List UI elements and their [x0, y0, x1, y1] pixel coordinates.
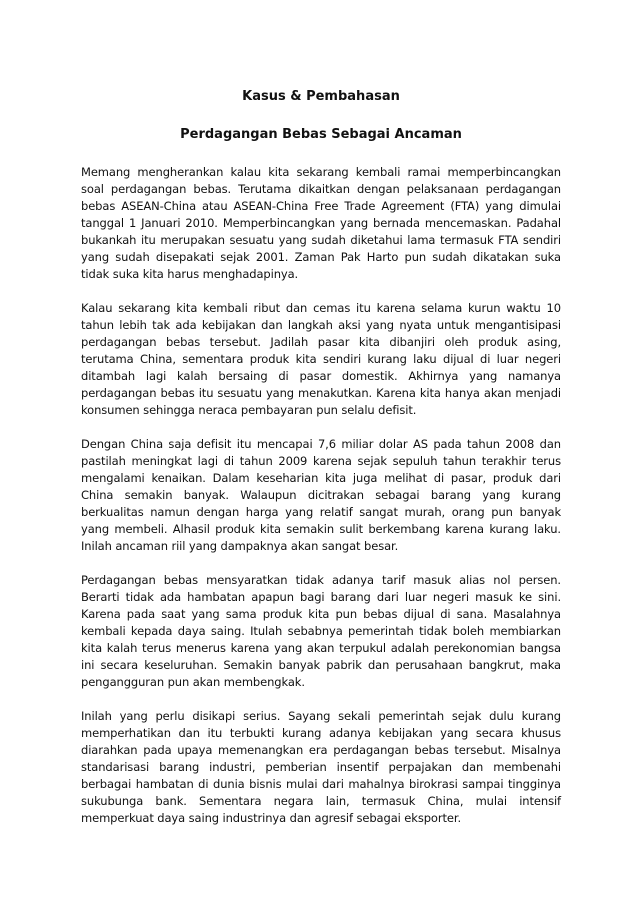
document-body	[81, 164, 561, 827]
paragraph-5: Inilah yang perlu disikapi serius. Sayang sekali pemerintah sejak dulu kurang memperhatikan dan itu terbukti kurang adanya kebijakan yang secara khusus diarahkan pada upaya memenangkan era perdagangan bebas tersebut. Misalnya standarisasi barang industri, pemberian insentif perpajakan dan membenahi berbagai hambatan di dunia bisnis mulai dari mahalnya birokrasi sampai tingginya sukubunga bank. Sementara negara lain, termasuk China, mulai intensif memperkuat daya saing industrinya dan agresif sebagai eksporter.	[81, 709, 561, 825]
document-subtitle: Perdagangan Bebas Sebagai Ancaman	[180, 127, 462, 142]
paragraph-4: Perdagangan bebas mensyaratkan tidak adanya tarif masuk alias nol persen. Berarti tidak ada hambatan apapun bagi barang dari luar negeri masuk ke sini. Karena pada saat yang sama produk kita pun bebas dijual di sana. Masalahnya kembali kepada daya saing. Itulah sebabnya pemerintah tidak boleh membiarkan kita kalah terus menerus karena yang akan terpukul adalah perekonomian bangsa ini secara keseluruhan. Semakin banyak pabrik dan perusahaan bangkrut, maka pengangguran pun akan membengkak.	[81, 573, 561, 689]
document-title: Kasus & Pembahasan	[242, 89, 400, 104]
paragraph-2: Kalau sekarang kita kembali ribut dan cemas itu karena selama kurun waktu 10 tahun lebih tak ada kebijakan dan langkah aksi yang nyata untuk mengantisipasi perdagangan bebas tersebut. Jadilah pasar kita dibanjiri oleh produk asing, terutama China, sementara produk kita sendiri kurang laku dijual di luar negeri ditambah lagi kalah bersaing di pasar domestik. Akhirnya yang namanya perdagangan bebas itu sesuatu yang menakutkan. Karena kita hanya akan menjadi konsumen sehingga neraca pembayaran pun selalu defisit.	[81, 301, 561, 417]
paragraph-1: Memang mengherankan kalau kita sekarang kembali ramai memperbincangkan soal perdagangan bebas. Terutama dikaitkan dengan pelaksanaan perdagangan bebas ASEAN-China atau ASEAN-China Free Trade Agreement (FTA) yang dimulai tanggal 1 Januari 2010. Memperbincangkan yang bernada mencemaskan. Padahal bukankah itu merupakan sesuatu yang sudah diketahui lama termasuk FTA sendiri yang sudah disepakati sejak 2001. Zaman Pak Harto pun sudah dikatakan suka tidak suka kita harus menghadapinya.	[81, 165, 561, 281]
document-page	[81, 88, 561, 844]
paragraph-3: Dengan China saja defisit itu mencapai 7,6 miliar dolar AS pada tahun 2008 dan pastilah meningkat lagi di tahun 2009 karena sejak sepuluh tahun terakhir terus mengalami kenaikan. Dalam keseharian kita juga melihat di pasar, produk dari China semakin banyak. Walaupun dicitrakan sebagai barang yang kurang berkualitas namun dengan harga yang relatif sangat murah, orang pun banyak yang membeli. Alhasil produk kita semakin sulit berkembang karena kurang laku. Inilah ancaman riil yang dampaknya akan sangat besar.	[81, 437, 561, 553]
